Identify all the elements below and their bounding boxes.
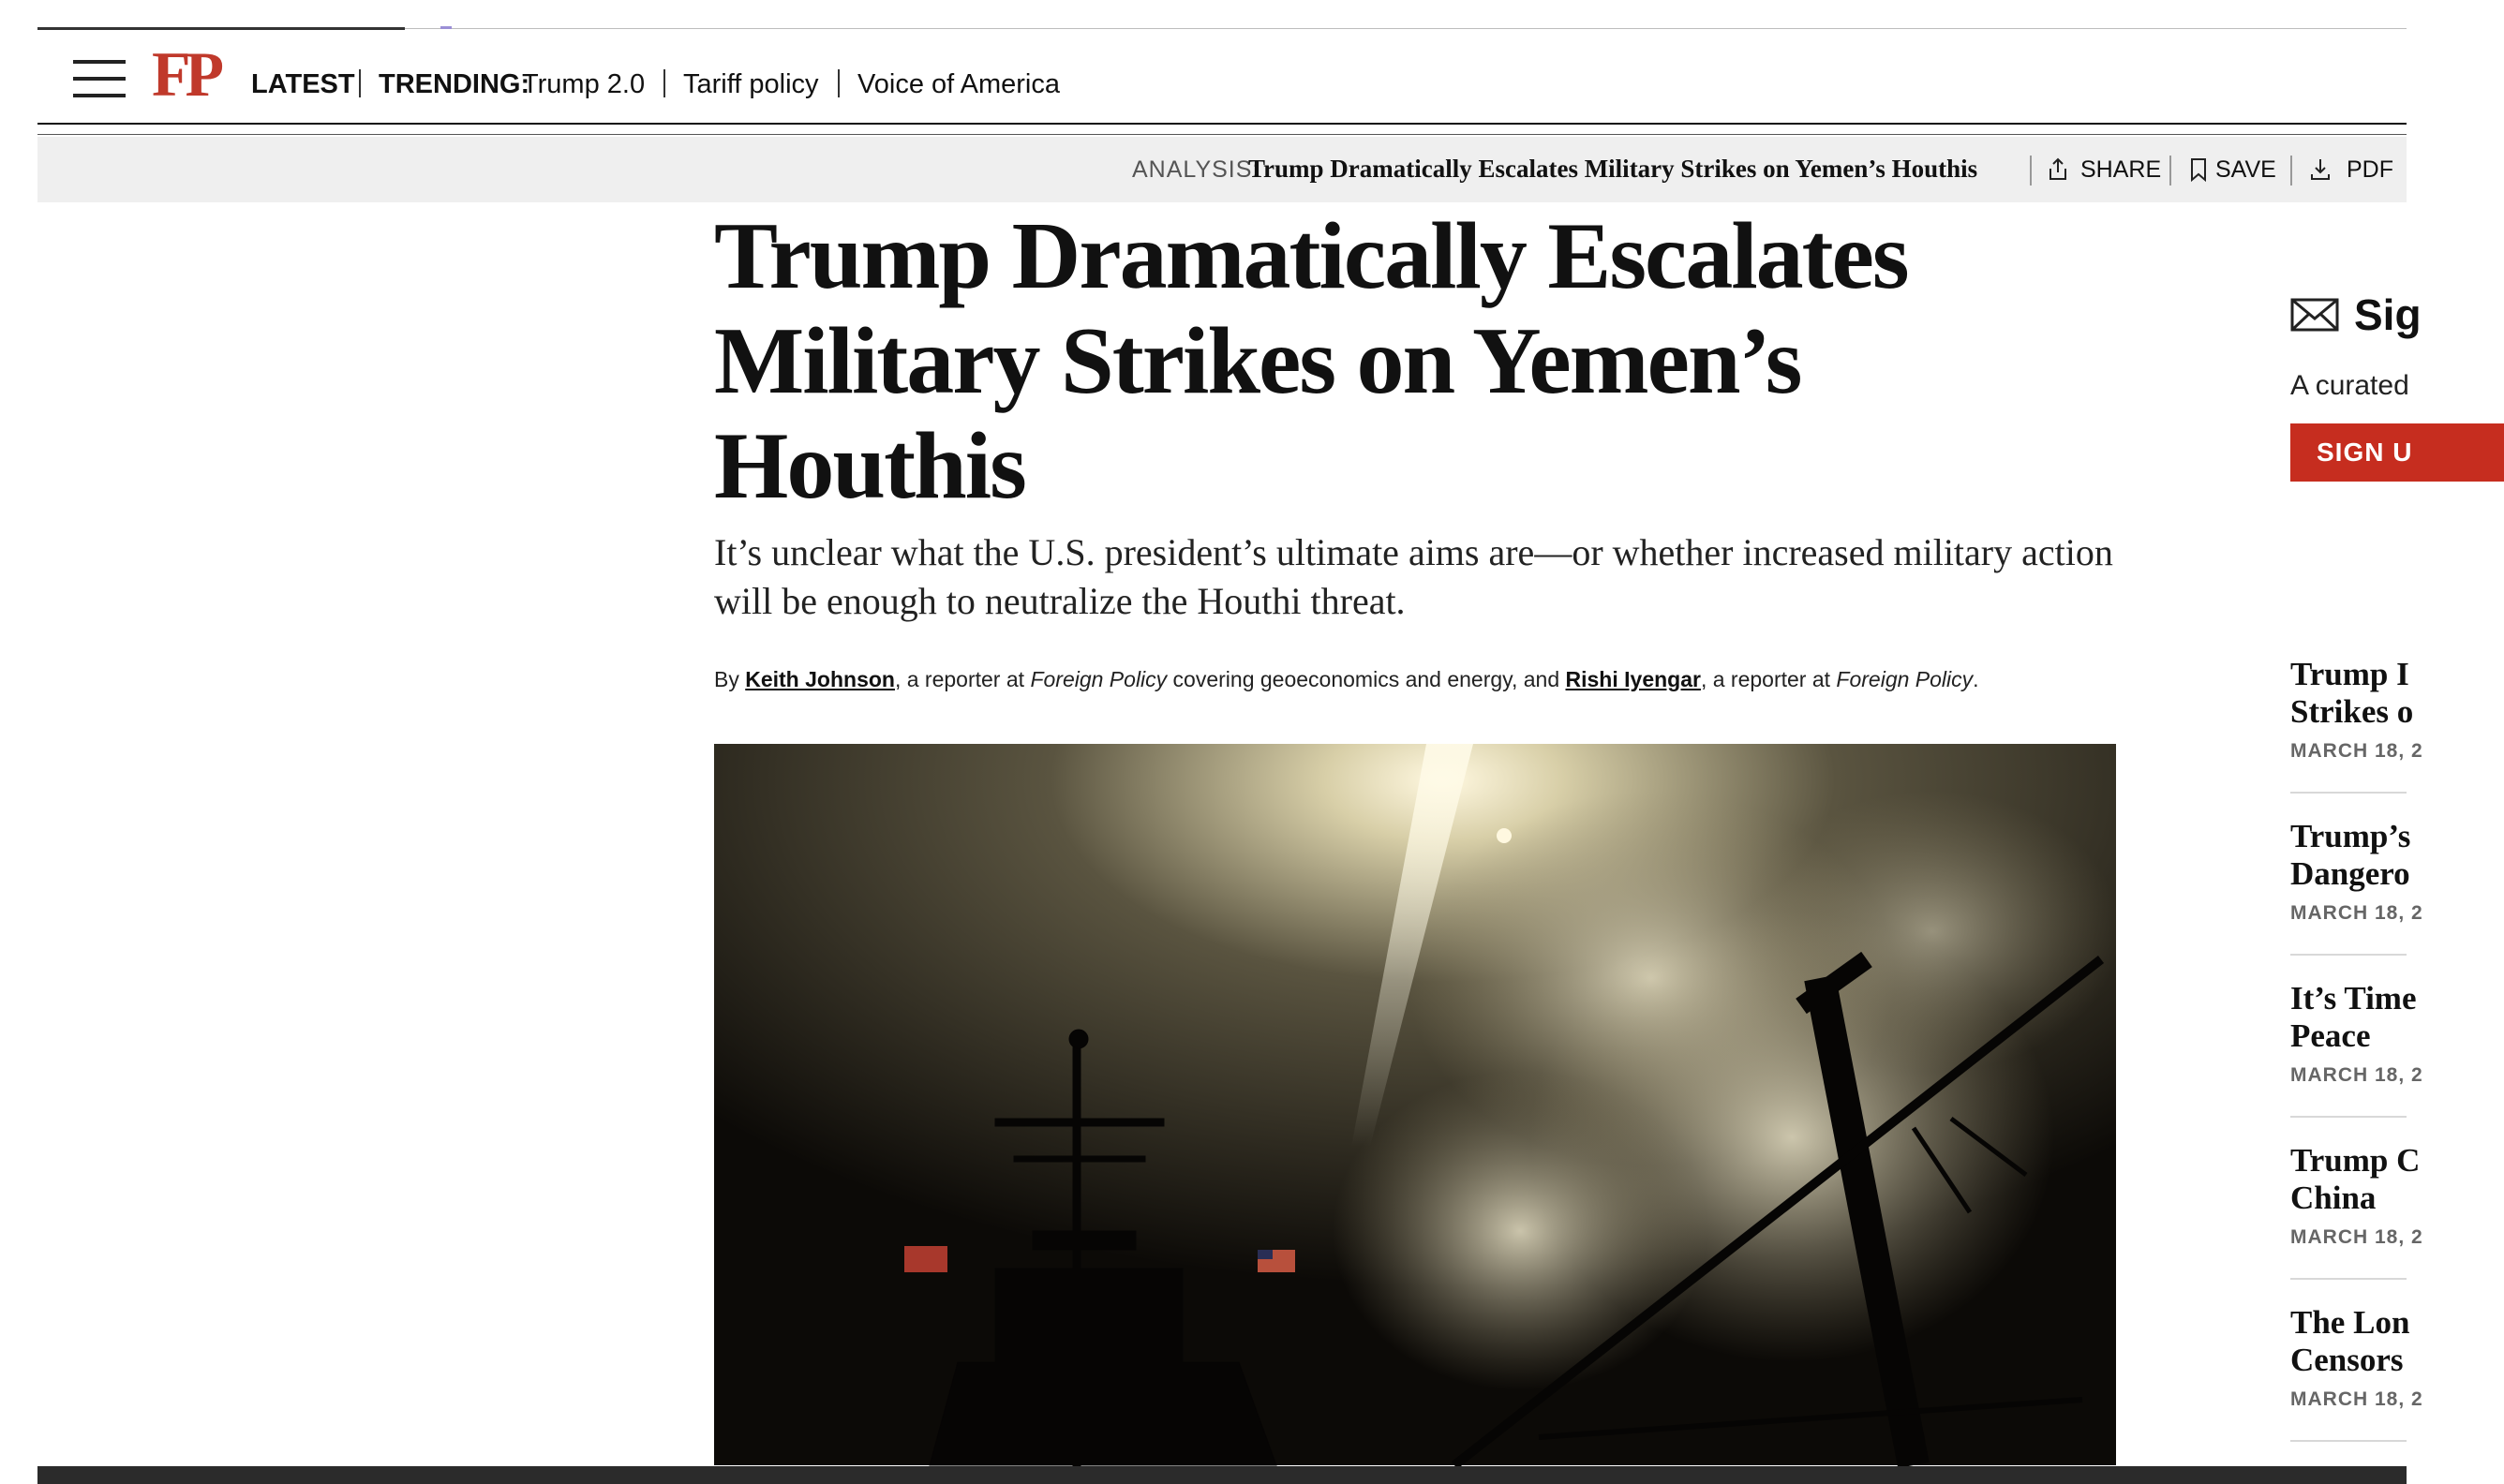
sidebar-divider xyxy=(2290,1278,2407,1280)
latest-item-date: MARCH 18, 2 xyxy=(2290,1226,2423,1248)
nav-divider xyxy=(663,69,665,97)
author-link-rishi-iyengar[interactable]: Rishi Iyengar xyxy=(1565,667,1701,691)
subbar-divider xyxy=(2169,156,2171,186)
pdf-button[interactable]: PDF xyxy=(2347,156,2393,183)
nav-divider xyxy=(838,69,840,97)
sidebar-latest-item[interactable] xyxy=(2290,656,2478,763)
latest-item-title[interactable]: It’s Time Peace xyxy=(2290,980,2417,1054)
download-icon[interactable] xyxy=(2309,157,2332,182)
latest-item-date: MARCH 18, 2 xyxy=(2290,902,2423,924)
newsletter-signup-button[interactable]: SIGN U xyxy=(2290,423,2504,482)
sidebar-divider xyxy=(2290,1116,2407,1118)
latest-item-date: MARCH 18, 2 xyxy=(2290,740,2423,762)
bottom-bar xyxy=(37,1466,2407,1484)
article-headline: Trump Dramatically Escalates Military Strikes on Yemen’s Houthis xyxy=(714,203,1908,519)
byline: By Keith Johnson, a reporter at Foreign Policy covering geoeconomics and energy, and Rishi Iyengar, a reporter at Foreign Policy. xyxy=(714,667,1979,691)
sidebar-latest-item[interactable] xyxy=(2290,980,2478,1087)
nav-rule xyxy=(37,134,2407,135)
save-button[interactable]: SAVE xyxy=(2215,156,2276,183)
latest-item-date: MARCH 18, 2 xyxy=(2290,1388,2423,1410)
trending-link-voa[interactable]: Voice of America xyxy=(857,69,1060,99)
envelope-icon xyxy=(2290,298,2339,332)
author-link-keith-johnson[interactable]: Keith Johnson xyxy=(745,667,895,691)
fp-logo[interactable]: FP xyxy=(152,38,219,110)
subbar-divider xyxy=(2030,156,2032,186)
share-button[interactable]: SHARE xyxy=(2080,156,2162,183)
latest-item-title[interactable]: Trump’s Dangero xyxy=(2290,818,2411,892)
latest-item-title[interactable]: Trump C China xyxy=(2290,1142,2421,1216)
sidebar-divider xyxy=(2290,792,2407,794)
article-hero-image xyxy=(714,744,2116,1465)
latest-item-title[interactable]: The Lon Censors xyxy=(2290,1304,2410,1378)
menu-icon[interactable] xyxy=(73,58,126,99)
nav-divider xyxy=(359,69,361,97)
sidebar-divider xyxy=(2290,1440,2407,1442)
share-icon[interactable] xyxy=(2047,157,2069,182)
trending-link-tariff[interactable]: Tariff policy xyxy=(683,69,819,99)
newsletter-title: Sig xyxy=(2354,290,2422,339)
trending-link-trump[interactable]: Trump 2.0 xyxy=(522,69,646,99)
latest-item-date: MARCH 18, 2 xyxy=(2290,1064,2423,1086)
reading-progress-bar xyxy=(37,27,405,30)
nav-latest-link[interactable]: LATEST xyxy=(251,69,355,99)
article-type-label: ANALYSIS: xyxy=(1132,156,1260,183)
progress-marker xyxy=(440,26,452,29)
latest-item-title[interactable]: Trump I Strikes o xyxy=(2290,656,2414,730)
bookmark-icon[interactable] xyxy=(2187,157,2210,182)
newsletter-description: A curated xyxy=(2290,370,2409,401)
sidebar-latest-item[interactable] xyxy=(2290,818,2478,925)
subbar-divider xyxy=(2290,156,2292,186)
sidebar-divider xyxy=(2290,954,2407,956)
trending-label: TRENDING: xyxy=(379,69,530,99)
nav-rule xyxy=(37,123,2407,125)
sticky-article-title: Trump Dramatically Escalates Military Strikes on Yemen’s Houthis xyxy=(1248,155,1978,183)
sidebar-latest-item[interactable] xyxy=(2290,1142,2478,1249)
sidebar-latest-item[interactable] xyxy=(2290,1304,2478,1411)
article-dek: It’s unclear what the U.S. president’s ultimate aims are—or whether increased military action will be enough to neutralize the Houthi threat. xyxy=(714,531,2113,622)
